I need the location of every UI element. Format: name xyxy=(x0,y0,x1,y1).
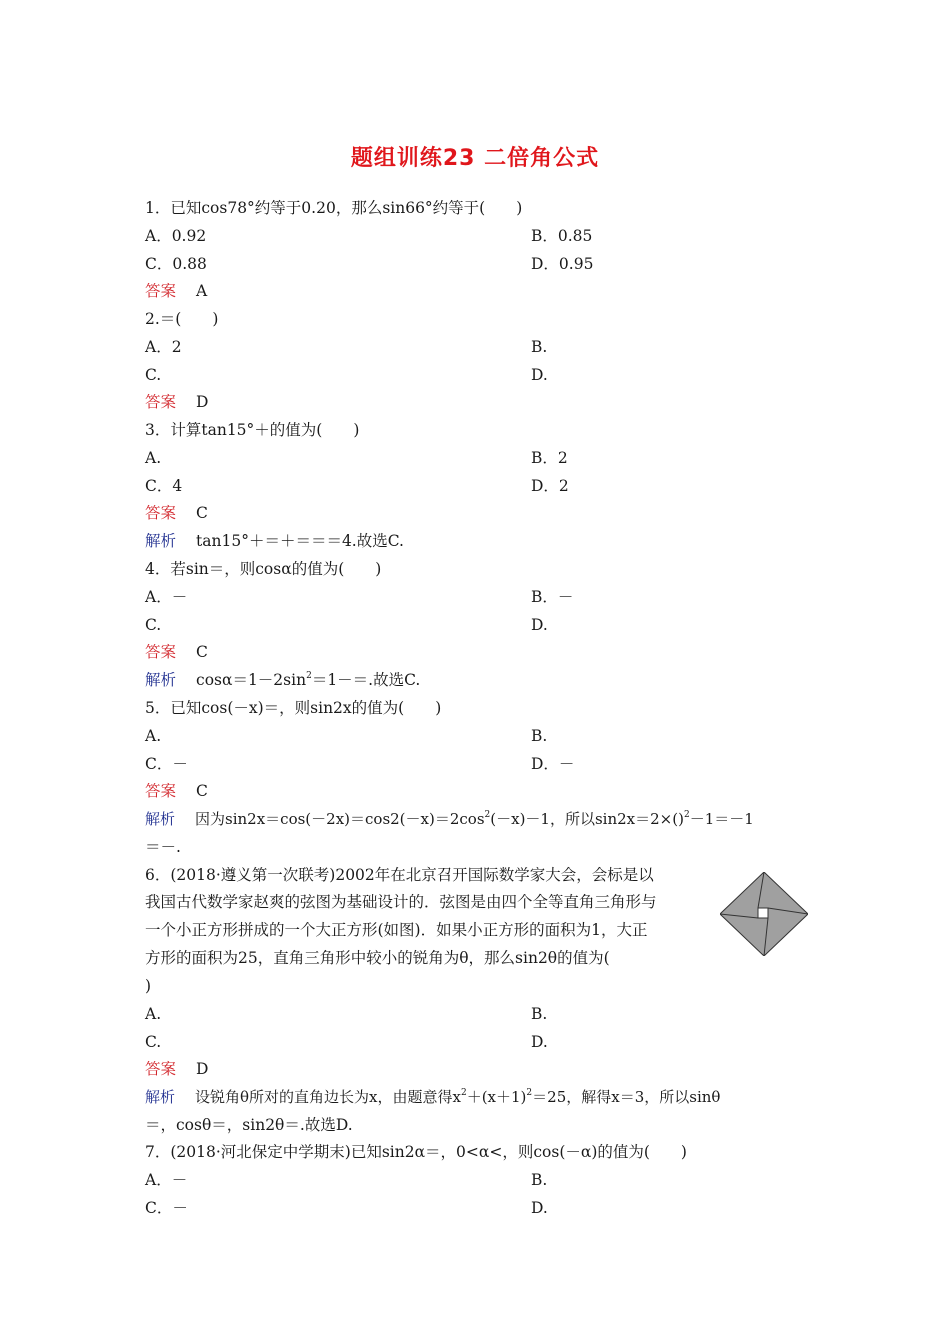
q1-stem: 1．已知cos78°约等于0.20，那么sin66°约等于( ) xyxy=(145,199,523,217)
q6-option-c: C. xyxy=(145,1033,162,1051)
page-title: 题组训练23 二倍角公式 xyxy=(350,146,600,171)
q3-analysis-text: tan15°＋＝＋＝＝＝4.故选C. xyxy=(196,532,404,550)
q2-option-a: A．2 xyxy=(145,338,182,356)
q5-option-d: D．－ xyxy=(531,755,575,773)
q3-option-c: C．4 xyxy=(145,477,183,495)
q6-analysis-superscript-2: 2 xyxy=(526,1088,533,1098)
q5-answer-value: C xyxy=(196,782,208,800)
q7-option-d: D. xyxy=(531,1199,548,1217)
q6-stem-line-1: 6．(2018·遵义第一次联考)2002年在北京召开国际数学家大会，会标是以 xyxy=(145,866,654,884)
q3-option-b: B．2 xyxy=(531,449,568,467)
q6-analysis-superscript-1: 2 xyxy=(460,1088,467,1098)
q6-stem-line-2: 我国古代数学家赵爽的弦图为基础设计的．弦图是由四个全等直角三角形与 xyxy=(145,893,657,911)
q2-answer xyxy=(145,392,208,412)
q5-answer xyxy=(145,781,208,801)
q5-option-b: B. xyxy=(531,727,548,745)
answer-label: 答案 xyxy=(145,782,177,800)
answer-label: 答案 xyxy=(145,504,177,522)
answer-label: 答案 xyxy=(145,393,177,411)
q2-option-b: B. xyxy=(531,338,548,356)
q4-answer xyxy=(145,642,208,662)
q4-analysis-text-a: cosα＝1－2sin xyxy=(196,671,307,689)
q2-option-d: D. xyxy=(531,366,548,384)
q5-analysis-continued: ＝－. xyxy=(145,838,181,856)
q7-option-a: A．－ xyxy=(145,1171,188,1189)
q6-option-b: B. xyxy=(531,1005,548,1023)
inner-square xyxy=(758,908,768,918)
q4-option-b: B．－ xyxy=(531,588,574,606)
q5-stem: 5．已知cos(－x)＝，则sin2x的值为( ) xyxy=(145,699,442,717)
q5-analysis-superscript-2: 2 xyxy=(683,810,690,820)
analysis-label: 解析 xyxy=(145,810,176,828)
q4-analysis-text-b: ＝1－＝.故选C. xyxy=(311,671,421,689)
zhao-shuang-string-diagram xyxy=(720,872,808,956)
q1-option-a: A．0.92 xyxy=(145,227,207,245)
q6-stem-line-3: 一个小正方形拼成的一个大正方形(如图)．如果小正方形的面积为1，大正 xyxy=(145,921,648,939)
q5-option-c: C．－ xyxy=(145,755,188,773)
q6-option-a: A. xyxy=(145,1005,162,1023)
q3-analysis xyxy=(145,531,404,551)
q3-stem: 3．计算tan15°＋的值为( ) xyxy=(145,421,360,439)
q3-answer xyxy=(145,503,208,523)
q3-option-a: A. xyxy=(145,449,162,467)
q2-stem: 2.＝( ) xyxy=(145,310,219,328)
q6-analysis-continued: ＝，cosθ＝，sin2θ＝.故选D. xyxy=(145,1116,353,1134)
q4-analysis-superscript: 2 xyxy=(306,671,312,681)
q2-option-c: C. xyxy=(145,366,162,384)
q4-answer-value: C xyxy=(196,643,208,661)
q6-analysis-text-a: 设锐角θ所对的直角边长为x，由题意得x xyxy=(195,1088,461,1106)
q4-stem: 4．若sin＝，则cosα的值为( ) xyxy=(145,560,382,578)
analysis-label: 解析 xyxy=(145,1088,176,1106)
q5-analysis-text-c: －1＝－1 xyxy=(689,810,754,828)
answer-label: 答案 xyxy=(145,1060,177,1078)
q2-answer-value: D xyxy=(196,393,209,411)
q7-option-c: C．－ xyxy=(145,1199,188,1217)
answer-label: 答案 xyxy=(145,643,177,661)
answer-label: 答案 xyxy=(145,282,177,300)
q6-stem-line-4: 方形的面积为25，直角三角形中较小的锐角为θ，那么sin2θ的值为( xyxy=(145,949,610,967)
q5-analysis-text-b: (－x)－1，所以sin2x＝2×() xyxy=(490,810,684,828)
q5-analysis xyxy=(145,809,754,829)
q1-option-d: D．0.95 xyxy=(531,255,594,273)
q4-option-c: C. xyxy=(145,616,162,634)
q6-option-d: D. xyxy=(531,1033,548,1051)
q6-analysis-text-c: ＝25，解得x＝3，所以sinθ xyxy=(532,1088,721,1106)
q7-stem: 7．(2018·河北保定中学期末)已知sin2α＝，0<α<，则cos(－α)的值为( ) xyxy=(145,1143,687,1161)
q6-answer-value: D xyxy=(196,1060,209,1078)
q6-analysis xyxy=(145,1087,720,1107)
q1-answer-value: A xyxy=(196,282,208,300)
q1-option-b: B．0.85 xyxy=(531,227,593,245)
q1-option-c: C．0.88 xyxy=(145,255,207,273)
q4-option-d: D. xyxy=(531,616,548,634)
analysis-label: 解析 xyxy=(145,671,177,689)
q3-option-d: D．2 xyxy=(531,477,569,495)
q4-option-a: A．－ xyxy=(145,588,188,606)
q1-answer xyxy=(145,281,207,301)
q6-answer xyxy=(145,1059,208,1079)
q6-analysis-text-b: ＋(x＋1) xyxy=(466,1088,527,1106)
q5-analysis-superscript-1: 2 xyxy=(484,810,491,820)
analysis-label: 解析 xyxy=(145,532,177,550)
q6-stem-line-5: ) xyxy=(145,977,152,995)
q5-analysis-text-a: 因为sin2x＝cos(－2x)＝cos2(－x)＝2cos xyxy=(195,810,485,828)
q5-option-a: A. xyxy=(145,727,162,745)
q4-analysis xyxy=(145,670,420,690)
q7-option-b: B. xyxy=(531,1171,548,1189)
q3-answer-value: C xyxy=(196,504,208,522)
